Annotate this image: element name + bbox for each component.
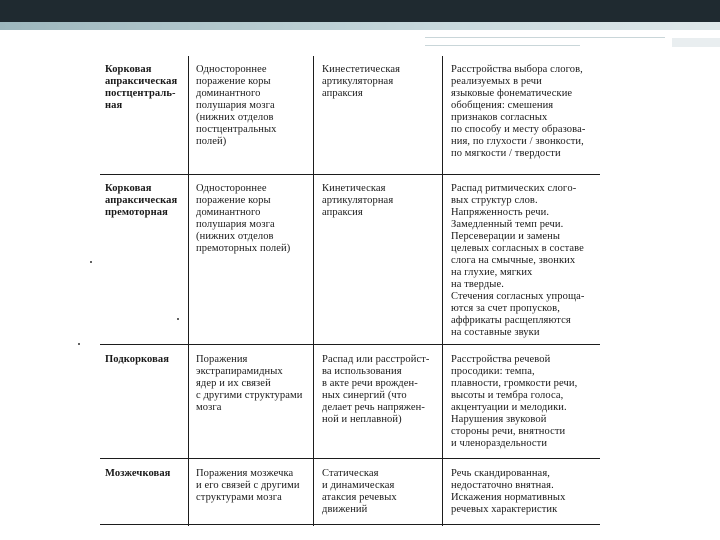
table-row-rule <box>100 174 600 175</box>
scan-speck <box>90 261 92 263</box>
table-cell-type: Статическая и динамическая атаксия речевых движений <box>322 468 397 515</box>
decorative-rule <box>425 37 665 38</box>
table-cell-form: Корковая апраксическая постцентраль- ная <box>105 64 178 111</box>
table-row-rule <box>100 524 600 525</box>
table-cell-lesion: Одностороннее поражение коры доминантного полушария мозга (нижних отделов постцентральных полей) <box>196 64 277 147</box>
table-column-rule <box>188 56 189 526</box>
table-cell-type: Распад или расстройст- ва использования в акте речи врожден- ных синергий (что делает речь напряжен- ной и неплавной) <box>322 354 430 425</box>
table-cell-type: Кинестетическая артикуляторная апраксия <box>322 64 401 99</box>
table-cell-disorders: Расстройства речевой просодики: темпа, плавности, громкости речи, высоты и тембра голоса, акцентуации и мелодики. Нарушения звуковой стороны речи, внятности и членораздельности <box>451 354 578 449</box>
table-column-rule <box>442 56 443 526</box>
table-cell-disorders: Расстройства выбора слогов, реализуемых в речи языковые фонематические обобщения: смешения признаков согласных по способу и месту образова- ния, по глухости / звонкости, по мягкости / твердости <box>451 64 586 159</box>
header-accent-stripe <box>0 22 720 30</box>
scan-speck <box>177 318 179 320</box>
table-cell-lesion: Одностороннее поражение коры доминантного полушария мозга (нижних отделов премоторных полей) <box>196 183 291 254</box>
decorative-block <box>672 38 720 47</box>
table-cell-form: Корковая апраксическая премоторная <box>105 183 178 218</box>
scan-speck <box>78 343 80 345</box>
table-cell-lesion: Поражения экстрапирамидных ядер и их связей с другими структурами мозга <box>196 354 303 413</box>
table-cell-type: Кинетическая артикуляторная апраксия <box>322 183 394 218</box>
table-row-rule <box>100 344 600 345</box>
table-cell-form: Мозжечковая <box>105 468 171 479</box>
table-cell-form: Подкорковая <box>105 354 170 365</box>
table-column-rule <box>313 56 314 526</box>
table-cell-disorders: Распад ритмических слогo- вых структур слов. Напряженность речи. Замедленный темп речи. Персеверации и замены целевых согласных в составе слога на смычные, звонких на глухие, мягких на твердые. Стечения согласных упроща- ются за счет пропусков, аффрикаты расщепляются на составные звуки <box>451 183 585 338</box>
table-cell-lesion: Поражения мозжечка и его связей с другими структурами мозга <box>196 468 300 503</box>
decorative-rule <box>425 45 580 46</box>
table-cell-disorders: Речь скандированная, недостаточно внятная. Искажения нормативных речевых характеристик <box>451 468 566 515</box>
scanned-table <box>100 56 610 526</box>
table-row-rule <box>100 458 600 459</box>
